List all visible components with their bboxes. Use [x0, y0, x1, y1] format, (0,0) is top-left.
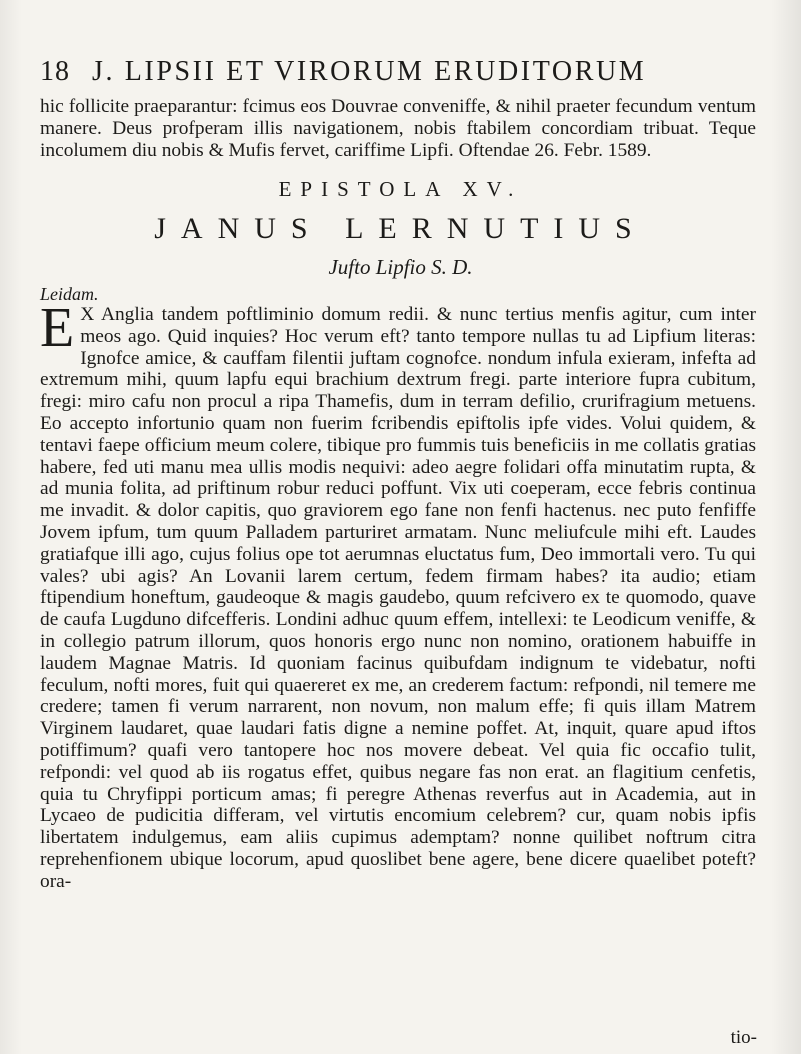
letter-body [40, 297, 756, 893]
drop-cap: E [40, 297, 75, 359]
preceding-paragraph [40, 96, 756, 161]
page-number: 18 [40, 56, 70, 87]
letter-text: X Anglia tandem poftliminio domum redii. & nunc tertius menfis agitur, cum inter meos ago. Quid inquies? Hoc verum eft? tanto tempore nullas tu ad Lipfium literas: Ignofce amice, & cauffam filentii juftam cognofce. nondum infula exieram, infefta ad extremum mihi, quum lapfu equi brachium dextrum fregi. parte interiore fupra cubitum, fregi: miro cafu non procul a ripa Thamefis, dum in terram defilio, crurifragium metuens. Eo accepto infortunio quam non fuerim fcribendis epiftolis ipfe vides. Volui quidem, & tentavi faepe officium meum colere, tibique pro fummis tuis beneficiis in me collatis gratias habere, fed uti manu mea ullis modis nequivi: adeo aegre folidari offa minutatim rupta, & ad munia folita, ad priftinum robur reduci poffunt. Vix uti coeperam, ecce febris continua me invadit. & dolor capitis, quo graviorem ego fane non fenfi hactenus. nec puto fenfiffe Jovem ipfum, tum quum Palladem parturiret armatam. Nunc meliufcule mihi eft. Laudes gratiafque illi ago, cujus folius ope tot aerumnas eluctatus fum, Deo immortali vero. Tu qui vales? ubi agis? An Lovanii larem certum, fedem firmam habes? ita audio; etiam ftipendium honeftum, gaudeoque & magis gaudebo, quum refcivero ex te quomodo, quave de caufa Lugduno difcefferis. Londini adhuc quum effem, intellexi: te Leodicum veniffe, & in collegio patrum illorum, quos honoris ergo nunc non nomino, orationem habuiffe in laudem Magnae Matris. Id quoniam facinus quibufdam indignum te videbatur, nofti feculum, nofti mores, fuit qui quaereret ex me, an crederem factum: refpondi, nil temere me credere; tamen fi verum narrarent, non novum, non malum effe; fi quis illam Matrem Virginem laudaret, quae laudari fatis digne a nemine poffet. At, inquit, quare apud iftos potiffimum? quafi vero tantopere hoc nos movere debeat. Vel quia fic occafio tulit, refpondi: vel quod ab iis rogatus effet, quibus negare fas non erat. an flagitium cenfetis, quia tu Chryfippi porticum amas; fi peregre Athenas reverfus aut in Academia, aut in Lycaeo de pudicitia differam, vel virtutis encomium celebrem? cur, quam nobis ipfis libertatem indulgemus, eam aliis cupimus ademptam? nonne quilibet noftrum citra reprehenfionem ubique locorum, apud quoslibet bene agere, bene dicere quaelibet poteft? ora- [40, 304, 756, 892]
author-name: JANUS LERNUTIUS [154, 212, 647, 245]
running-title: J. LIPSII ET VIRORUM ERUDITORUM [92, 56, 647, 87]
running-header [40, 56, 760, 92]
catchword: tio- [730, 1027, 757, 1048]
preceding-text: hic follicite praeparantur: fcimus eos Douvrae conveniffe, & nihil praeter fecundum ventum manere. Deus profperam illis navigationem, nobis ftabilem concordiam tribuat. Teque incolumem diu nobis & Mufis fervet, cariffime Lipfi. Oftendae 26. Febr. 1589. [40, 96, 756, 161]
place-line: Leidam. [40, 284, 99, 304]
epistola-heading: EPISTOLA XV. [278, 177, 523, 201]
recipient-line: Jufto Lipfio S. D. [328, 255, 473, 279]
